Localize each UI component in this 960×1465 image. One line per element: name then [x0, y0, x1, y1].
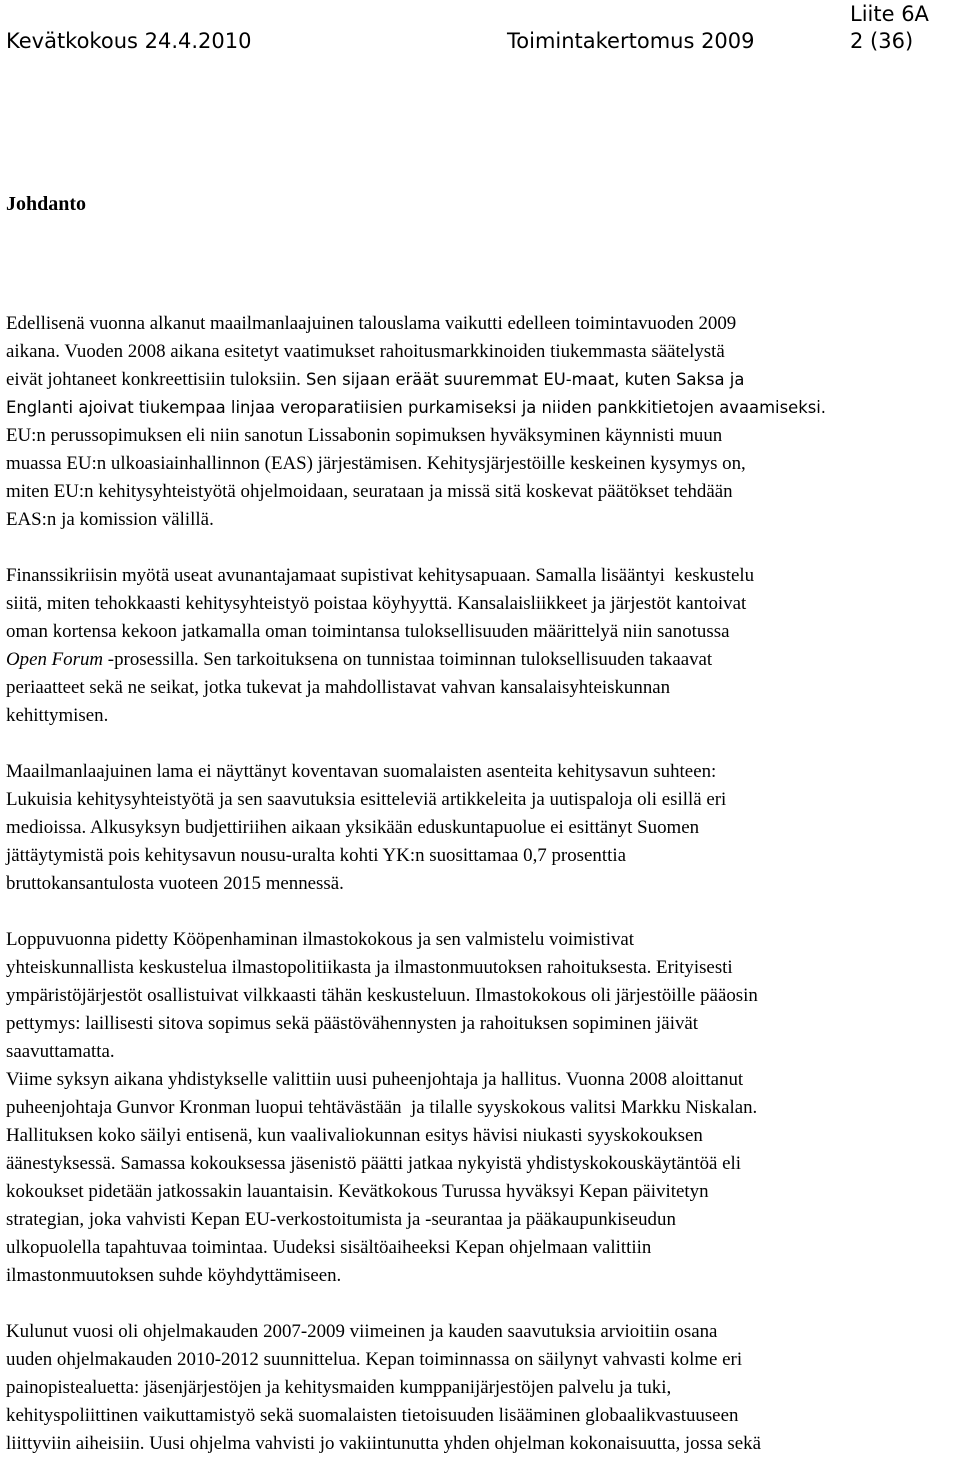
text-line: pettymys: laillisesti sitova sopimus sekä päästövähennysten ja rahoituksen sopiminen jäivät — [6, 1013, 699, 1034]
text-line — [6, 366, 958, 394]
paragraph-1 — [6, 310, 958, 534]
text-line: oman kortensa kekoon jatkamalla oman toimintansa tuloksellisuuden määrittelyä niin sanotussa — [6, 621, 730, 642]
text-line: Hallituksen koko säilyi entisenä, kun vaalivaliokunnan esitys hävisi niukasti syyskokouksen — [6, 1125, 703, 1146]
text-line: siitä, miten tehokkaasti kehitysyhteistyö poistaa köyhyyttä. Kansalaisliikkeet ja järjestöt kantoivat — [6, 593, 747, 614]
text-line: ympäristöjärjestöt osallistuivat vilkkaasti tähän keskusteluun. Ilmastokokous oli järjestöille pääosin — [6, 985, 758, 1006]
text-line: yhteiskunnallista keskustelua ilmastopolitiikasta ja ilmastonmuutoksen rahoituksesta. Erityisesti — [6, 957, 733, 978]
text-line: medioissa. Alkusyksyn budjettiriihen aikaan yksikään eduskuntapuolue ei esittänyt Suomen — [6, 817, 700, 838]
document-body — [6, 310, 958, 1458]
text-line: Edellisenä vuonna alkanut maailmanlaajuinen talouslama vaikutti edelleen toimintavuoden 2009 — [6, 313, 737, 334]
text-line-part: Kehitysjärjestöille keskeinen kysymys on, — [422, 453, 746, 474]
text-line-part: Sen sijaan eräät suuremmat EU-maat, kuten Saksa ja — [300, 370, 745, 389]
text-line: ilmastonmuutoksen suhde köyhdyttämiseen. — [6, 1265, 342, 1286]
text-line: Maailmanlaajuinen lama ei näyttänyt koventavan suomalaisten asenteita kehitysavun suhteen: — [6, 761, 717, 782]
meeting-label: Kevätkokous 24.4.2010 — [6, 29, 252, 53]
text-line-part: eivät johtaneet konkreettisiin tuloksiin. — [6, 369, 301, 390]
text-line: aikana. Vuoden 2008 aikana esitetyt vaatimukset rahoitusmarkkinoiden tiukemmasta säätelystä — [6, 341, 725, 362]
text-line: puheenjohtaja Gunvor Kronman luopui tehtävästään ja tilalle syyskokous valitsi Markku Niskalan. — [6, 1097, 758, 1118]
document-title: Toimintakertomus 2009 — [507, 29, 755, 53]
text-line: bruttokansantulosta vuoteen 2015 mennessä. — [6, 873, 344, 894]
text-line: Kulunut vuosi oli ohjelmakauden 2007-2009 viimeinen ja kauden saavutuksia arvioitiin osana — [6, 1321, 718, 1342]
text-line: Viime syksyn aikana yhdistykselle valittiin uusi puheenjohtaja ja hallitus. Vuonna 2008 aloittanut — [6, 1069, 744, 1090]
text-line: äänestyksessä. Samassa kokouksessa jäsenistö päätti jatkaa nykyistä yhdistyskokouskäytäntöä eli — [6, 1153, 742, 1174]
text-line: periaatteet sekä ne seikat, jotka tukevat ja mahdollistavat vahvan kansalaisyhteiskunnan — [6, 677, 671, 698]
text-line: kokoukset pidetään jatkossakin lauantaisin. Kevätkokous Turussa hyväksyi Kepan päivitetyn — [6, 1181, 709, 1202]
text-line: Finanssikriisin myötä useat avunantajamaat supistivat kehitysapuaan. Samalla lisääntyi keskustelu — [6, 565, 755, 586]
page-number: 2 (36) — [850, 29, 914, 53]
text-line: ulkopuolella tapahtuvaa toimintaa. Uudeksi sisältöaiheeksi Kepan ohjelmaan valittiin — [6, 1237, 652, 1258]
italic-term: Open Forum — [6, 649, 104, 670]
text-line: liittyviin aiheisiin. Uusi ohjelma vahvisti jo vakiintunutta yhden ohjelman kokonaisuutta, jossa sekä — [6, 1433, 761, 1454]
text-line: strategian, joka vahvisti Kepan EU-verkostoitumista ja -seurantaa ja pääkaupunkiseudun — [6, 1209, 676, 1230]
section-heading: Johdanto — [6, 193, 87, 215]
text-line: saavuttamatta. — [6, 1041, 115, 1062]
text-line-part: muassa EU:n ulkoasiainhallinnon (EAS) järjestämisen. — [6, 453, 423, 474]
text-line: miten EU:n kehitysyhteistyötä ohjelmoidaan, seurataan ja missä sitä koskevat päätökset tehdään — [6, 481, 733, 502]
page-header — [0, 0, 960, 60]
text-line: EU:n perussopimuksen eli niin sanotun Lissabonin sopimuksen hyväksyminen käynnisti muun — [6, 425, 723, 446]
text-line: kehityspoliittinen vaikuttamistyö sekä suomalaisten tietoisuuden lisääminen globaalikvastuuseen — [6, 1405, 739, 1426]
text-line: Englanti ajoivat tiukempaa linjaa veroparatiisien purkamiseksi ja niiden pankkitietojen avaamiseksi. — [6, 398, 827, 417]
text-line: jättäytymistä pois kehitysavun nousu-uralta kohti YK:n suosittamaa 0,7 prosenttia — [6, 845, 626, 866]
paragraph-2 — [6, 562, 958, 730]
text-line: kehittymisen. — [6, 705, 109, 726]
appendix-label: Liite 6A — [850, 2, 929, 26]
text-line-part: -prosessilla. Sen tarkoituksena on tunnistaa toiminnan tuloksellisuuden takaavat — [103, 649, 713, 670]
text-line: Loppuvuonna pidetty Kööpenhaminan ilmastokokous ja sen valmistelu voimistivat — [6, 929, 635, 950]
text-line: uuden ohjelmakauden 2010-2012 suunnittelua. Kepan toiminnassa on säilynyt vahvasti kolme eri — [6, 1349, 743, 1370]
text-line: painopistealuetta: jäsenjärjestöjen ja kehitysmaiden kumppanijärjestöjen palvelu ja tuki, — [6, 1377, 672, 1398]
text-line — [6, 450, 958, 478]
text-line: Lukuisia kehitysyhteistyötä ja sen saavutuksia esitteleviä artikkeleita ja uutispaloja oli esillä eri — [6, 789, 727, 810]
text-line — [6, 646, 958, 674]
text-line: EAS:n ja komission välillä. — [6, 509, 214, 530]
paragraph-4 — [6, 926, 958, 1290]
paragraph-3 — [6, 758, 958, 898]
paragraph-5 — [6, 1318, 958, 1458]
